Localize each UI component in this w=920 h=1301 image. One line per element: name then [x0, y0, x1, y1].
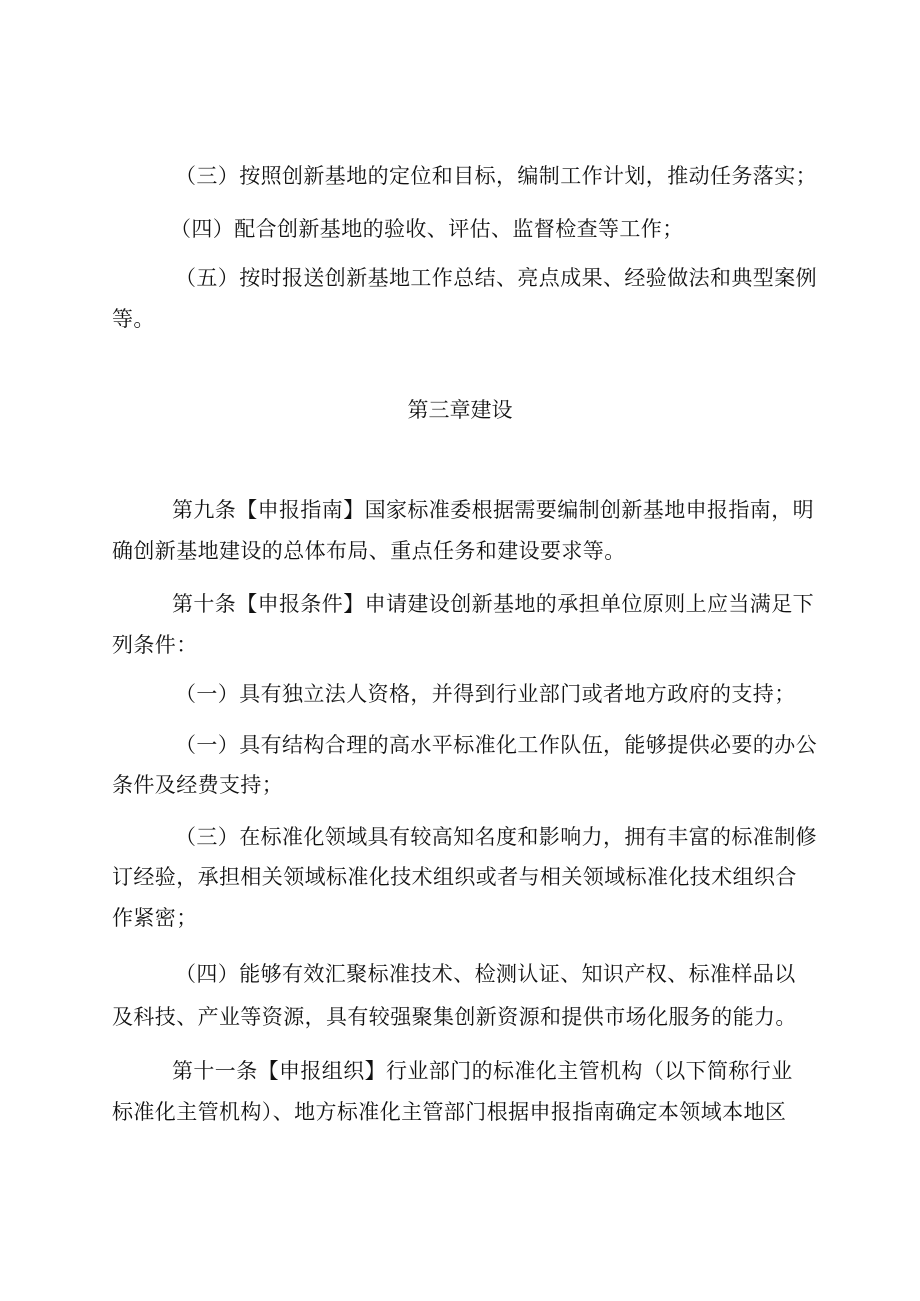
article-11-line-1: 第十一条【申报组织】行业部门的标准化主管机构（以下简称行业	[172, 1059, 793, 1083]
article-10-line-2: 列条件：	[112, 633, 198, 657]
item-5-line-2: 等。	[112, 307, 155, 331]
article-9-line-1: 第九条【申报指南】国家标准委根据需要编制创新基地申报指南，明	[172, 498, 814, 522]
condition-2-line-2: 条件及经费支持；	[112, 773, 284, 797]
condition-3-line-2: 订经验，承担相关领域标准化技术组织或者与相关领域标准化技术组织合	[112, 865, 797, 889]
article-10-line-1: 第十条【申报条件】申请建设创新基地的承担单位原则上应当满足下	[172, 592, 814, 616]
condition-3-line-1: （三）在标准化领域具有较高知名度和影响力，拥有丰富的标准制修	[175, 825, 817, 849]
article-9-line-2: 确创新基地建设的总体布局、重点任务和建设要求等。	[112, 539, 626, 563]
item-5-line-1: （五）按时报送创新基地工作总结、亮点成果、经验做法和典型案例	[175, 266, 817, 290]
condition-4-line-2: 及科技、产业等资源，具有较强聚集创新资源和提供市场化服务的能力。	[112, 1005, 797, 1029]
chapter-heading: 第三章建设	[407, 398, 513, 422]
article-11-line-2: 标准化主管机构）、地方标准化主管部门根据申报指南确定本领域本地区	[112, 1100, 787, 1124]
item-4-line: （四）配合创新基地的验收、评估、监督检查等工作；	[170, 217, 684, 241]
condition-1-line: （一）具有独立法人资格，并得到行业部门或者地方政府的支持；	[175, 682, 796, 706]
condition-2-line-1: （一）具有结构合理的高水平标准化工作队伍，能够提供必要的办公	[175, 733, 817, 757]
condition-3-line-3: 作紧密；	[112, 906, 198, 930]
condition-4-line-1: （四）能够有效汇聚标准技术、检测认证、知识产权、标准样品以	[175, 962, 796, 986]
item-3-line: （三）按照创新基地的定位和目标，编制工作计划，推动任务落实；	[175, 164, 817, 188]
